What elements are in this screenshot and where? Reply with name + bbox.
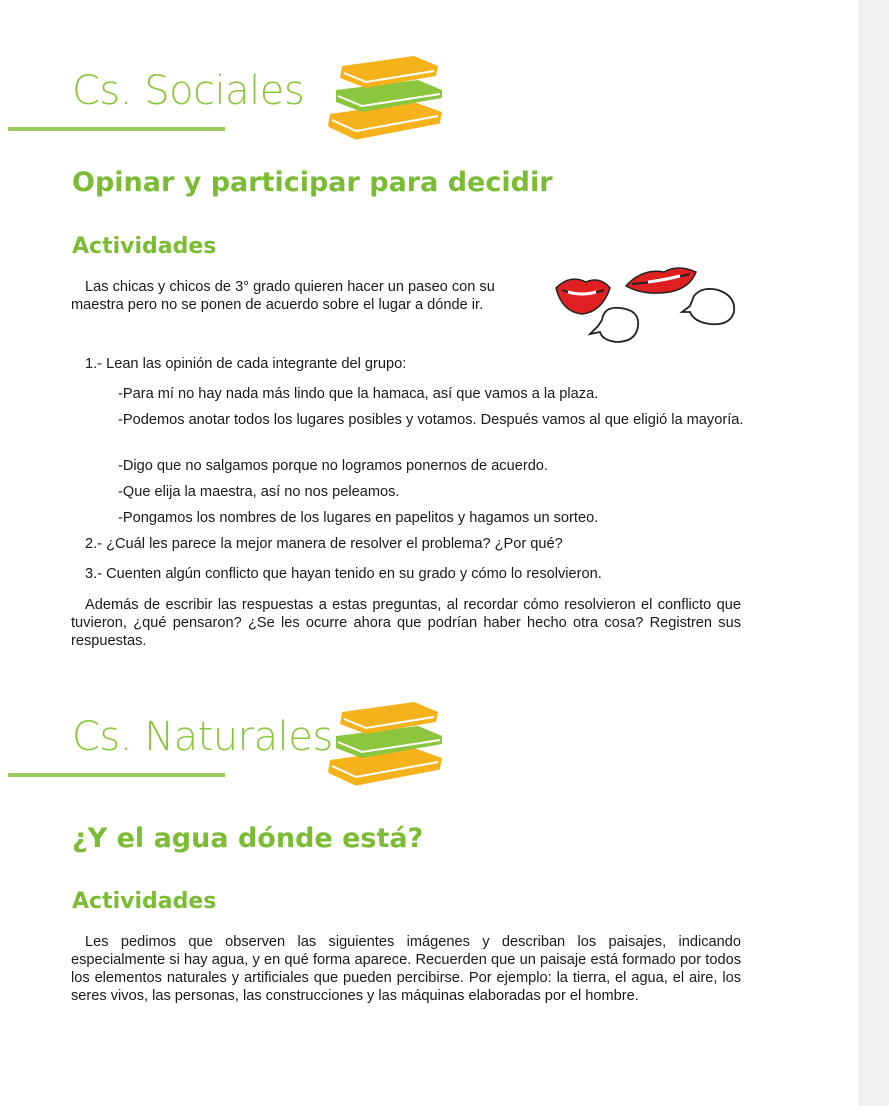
intro-paragraph-sociales: Las chicas y chicos de 3° grado quieren hacer un paseo con su maestra pero no se ponen de acuerdo sobre el lugar a dónde ir. [71,279,495,313]
question-1: 1.- Lean las opinión de cada integrante del grupo: [85,356,407,372]
opinion-item: -Pongamos los nombres de los lugares en papelitos y hagamos un sorteo. [118,510,599,526]
books-stack-icon [322,52,448,144]
question-3: 3.- Cuenten algún conflicto que hayan tenido en su grado y cómo lo resolvieron. [85,566,602,582]
intro-paragraph-naturales: Les pedimos que observen las siguientes imágenes y describan los paisajes, indicando especialmente si hay agua, y en qué forma aparece. Recuerden que un paisaje está formado por todos los elementos naturales y artificiales que pueden percibirse. Por ejemplo: la tierra, el agua, el aire, los seres vivos, las personas, las construcciones y las máquinas elaboradas por el hombre. [71,934,741,1004]
right-margin-panel [858,0,889,1106]
activities-heading-naturales: Actividades [72,889,217,914]
question-2: 2.- ¿Cuál les parece la mejor manera de resolver el problema? ¿Por qué? [85,536,563,552]
section-title-naturales: ¿Y el agua dónde está? [72,823,424,854]
opinion-item: -Podemos anotar todos los lugares posibles y votamos. Después vamos al que eligió la mayoría. [118,412,744,428]
subject-title-sociales: Cs. Sociales [72,68,305,114]
subject-divider [8,127,225,131]
subject-title-naturales: Cs. Naturales [72,714,333,760]
subject-divider [8,773,225,777]
opinion-item: -Para mí no hay nada más lindo que la hamaca, así que vamos a la plaza. [118,386,599,402]
talking-lips-icon [552,262,738,346]
opinion-item: -Que elija la maestra, así no nos peleamos. [118,484,400,500]
activities-heading-sociales: Actividades [72,234,217,259]
books-stack-icon [322,698,448,790]
opinion-item: -Digo que no salgamos porque no logramos ponernos de acuerdo. [118,458,548,474]
section-title-sociales: Opinar y participar para decidir [72,167,553,198]
closing-paragraph-sociales: Además de escribir las respuestas a estas preguntas, al recordar cómo resolvieron el conflicto que tuvieron, ¿qué pensaron? ¿Se les ocurre ahora que podrían haber hecho otra cosa? Registren sus respuestas. [71,597,741,649]
